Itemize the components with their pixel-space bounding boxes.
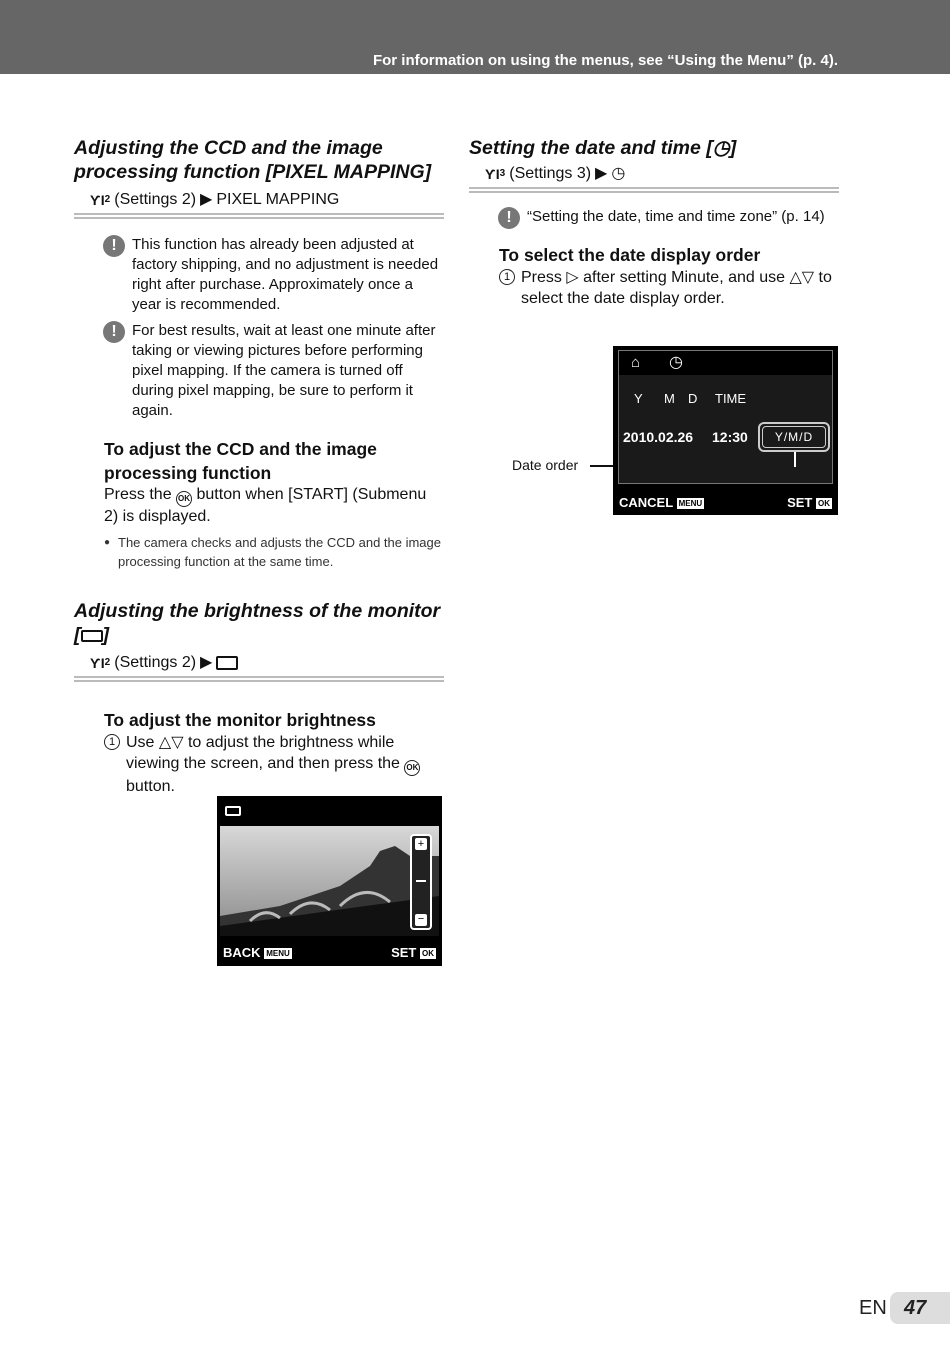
step-1-icon: 1 — [104, 734, 120, 750]
brightness-slider[interactable] — [410, 834, 432, 930]
caution-icon: ! — [103, 235, 125, 257]
up-down-arrows-icon: △▽ — [158, 734, 184, 751]
pixel-mapping-subhead: To adjust the CCD and the image processing function — [104, 439, 377, 483]
settings-label: (Settings 3) — [509, 165, 592, 182]
clock-icon: [◷] — [706, 137, 737, 159]
brightness-title-text: Adjusting the brightness of the monitor — [74, 600, 441, 622]
step-text: Press — [521, 269, 562, 286]
header-note: For information on using the menus, see “Using the Menu” (p. 4). — [372, 52, 838, 69]
settings-3-icon: ƳI 3 — [485, 166, 506, 182]
date-order-callout — [512, 457, 578, 473]
callout-bracket — [794, 452, 796, 467]
date-time-title — [469, 136, 839, 160]
date-order-step — [499, 267, 839, 309]
cancel-text: CANCEL — [619, 495, 673, 510]
up-down-arrows-icon: △▽ — [789, 269, 815, 286]
step-text: to select the date display order. — [521, 269, 832, 307]
set-label — [391, 945, 436, 960]
ok-button-icon: OK — [176, 491, 192, 507]
clock-icon: ◷ — [669, 354, 683, 371]
clock-icon: ◷ — [611, 165, 626, 182]
pixel-mapping-instruction — [104, 485, 444, 527]
pixel-mapping-title-line1: Adjusting the CCD and the image — [74, 137, 383, 159]
arrow-right-outline-icon: ▷ — [566, 269, 579, 286]
date-order-subhead: To select the date display order — [499, 245, 761, 265]
arrow-right-icon: ▶ — [200, 191, 213, 208]
scene-image — [220, 826, 439, 936]
settings-2-icon: ƳI 2 — [90, 192, 111, 208]
monitor-brightness-icon — [216, 656, 238, 670]
step-text: button. — [126, 778, 175, 795]
date-time-screen — [613, 346, 838, 515]
settings-2-icon: ƳI 2 — [90, 655, 111, 671]
step-text: after setting Minute, and use — [583, 269, 786, 286]
language-label: EN — [859, 1297, 887, 1319]
instruction-text: Press the — [104, 486, 172, 503]
ok-button-icon: OK — [404, 760, 420, 776]
settings-label: (Settings 2) — [114, 191, 197, 208]
caution-note-text: This function has already been adjusted at factory shipping, and no adjustment is needed right after purchase. Approximately once a year is recommended. — [132, 236, 439, 313]
date-order-value: Y/M/D — [762, 426, 826, 448]
ok-key-icon: OK — [422, 949, 434, 958]
date-time-path — [485, 164, 839, 184]
monitor-brightness-icon — [225, 806, 241, 816]
step-text: to adjust the brightness while viewing the screen, and then press the — [126, 734, 400, 772]
brightness-title — [74, 599, 444, 647]
back-text: BACK — [223, 945, 261, 960]
section-rule — [74, 676, 444, 682]
pixel-mapping-bullet: ● The camera checks and adjusts the CCD and the image processing function at the same time. — [104, 533, 444, 571]
brightness-step — [104, 732, 444, 797]
col-year: Y — [634, 391, 643, 406]
left-column — [74, 136, 444, 797]
set-label — [787, 495, 832, 510]
reference-note — [469, 207, 839, 227]
monitor-brightness-icon: [ ] — [74, 624, 109, 646]
brightness-screen — [217, 796, 442, 966]
section-rule — [469, 187, 839, 193]
cancel-label — [619, 495, 704, 510]
caution-note-2 — [74, 321, 444, 421]
date-time-title-text: Setting the date and time — [469, 137, 701, 159]
plus-icon: + — [415, 838, 427, 850]
home-icon: ⌂ — [631, 354, 641, 371]
pixel-mapping-title — [74, 136, 444, 184]
callout-text: Date order — [512, 457, 579, 473]
caution-note-text: For best results, wait at least one minute after taking or viewing pictures before performing pixel mapping. If the camera is turned off during pixel mapping, be sure to perform it again. — [132, 322, 436, 419]
slider-level-mark — [416, 880, 426, 882]
menu-key-icon: MENU — [678, 499, 703, 508]
set-text: SET — [391, 945, 417, 960]
col-month: M — [664, 391, 675, 406]
reference-note-text: “Setting the date, time and time zone” (p. 14) — [527, 208, 825, 225]
pixel-mapping-path — [90, 190, 444, 210]
right-column — [469, 136, 839, 309]
col-day: D — [688, 391, 698, 406]
instruction-text: button when [START] (Submenu 2) is displayed. — [104, 486, 427, 525]
screen-header-bar — [619, 351, 832, 375]
menu-item-label: PIXEL MAPPING — [216, 191, 340, 208]
set-text: SET — [787, 495, 813, 510]
brightness-subhead: To adjust the monitor brightness — [104, 710, 376, 730]
date-order-selector[interactable] — [758, 422, 830, 452]
back-label — [223, 945, 292, 960]
section-rule — [74, 213, 444, 219]
ok-key-icon: OK — [818, 499, 830, 508]
date-value[interactable]: 2010.02.26 — [623, 429, 694, 445]
arrow-right-icon: ▶ — [200, 654, 213, 671]
page-number: 47 — [890, 1292, 950, 1324]
pixel-mapping-title-line2: processing function [PIXEL MAPPING] — [74, 161, 432, 183]
caution-icon: ! — [103, 321, 125, 343]
brightness-path — [90, 653, 444, 673]
col-time: TIME — [715, 391, 747, 406]
caution-icon: ! — [498, 207, 520, 229]
settings-label: (Settings 2) — [114, 654, 197, 671]
menu-key-icon: MENU — [266, 949, 290, 958]
step-1-icon: 1 — [499, 269, 515, 285]
arrow-right-icon: ▶ — [595, 165, 608, 182]
step-text: Use — [126, 734, 155, 751]
caution-note-1 — [74, 235, 444, 315]
minus-icon: − — [415, 914, 427, 926]
time-value[interactable]: 12:30 — [712, 429, 748, 445]
